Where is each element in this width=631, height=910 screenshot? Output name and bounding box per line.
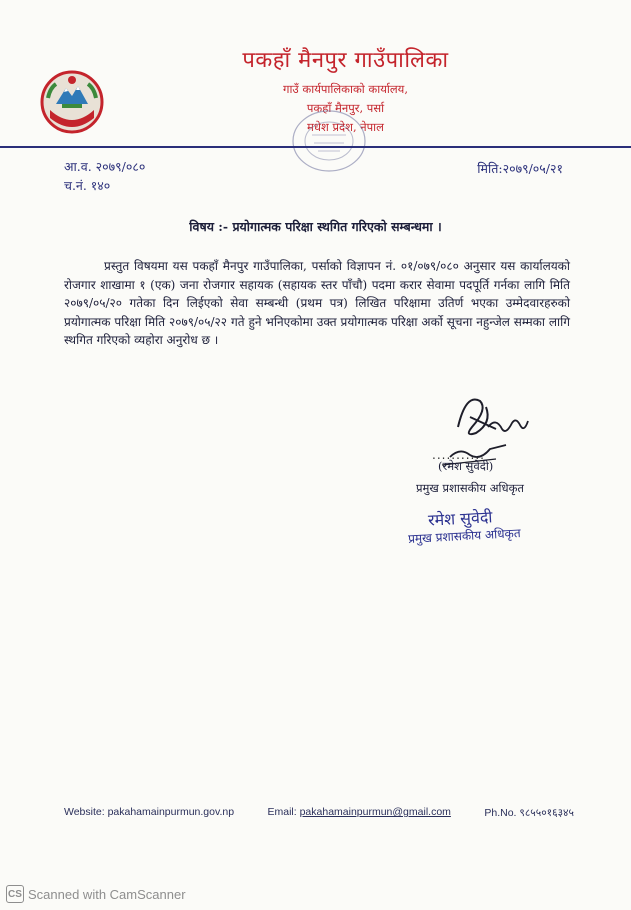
stamp-signer-name: रमेश सुवेदी bbox=[427, 507, 493, 530]
address-line-3: मधेश प्रदेश, नेपाल bbox=[307, 120, 384, 134]
signer-title: प्रमुख प्रशासकीय अधिकृत bbox=[416, 481, 524, 495]
header-divider bbox=[0, 146, 631, 148]
footer-email-group bbox=[268, 806, 451, 820]
address-line-1: गाउँ कार्यपालिकाको कार्यालय, bbox=[282, 82, 409, 96]
signer-name: (रमेश सुवेदी) bbox=[438, 459, 494, 473]
footer-email-label: Email: bbox=[267, 806, 300, 818]
office-title: पकहाँ मैनपुर गाउँपालिका bbox=[242, 48, 449, 73]
stamp-signer-title: प्रमुख प्रशासकीय अधिकृत bbox=[407, 526, 521, 546]
footer-phone: Ph.No. ९८५५०१६३४५ bbox=[484, 807, 574, 819]
letter-footer bbox=[64, 806, 574, 820]
dispatch-number: च.नं. १४० bbox=[64, 178, 111, 193]
fiscal-year: आ.व. २०७९/०८० bbox=[64, 159, 146, 174]
office-seal-stamp-icon bbox=[288, 105, 370, 177]
scanner-text: Scanned with CamScanner bbox=[28, 886, 186, 902]
scanner-watermark bbox=[6, 885, 186, 903]
letter-subject: विषय :- प्रयोगात्मक परिक्षा स्थगित गरिएको सम्बन्धमा । bbox=[189, 219, 442, 234]
footer-website: Website: pakahamainpurmun.gov.np bbox=[64, 806, 235, 818]
signature-line: ........... bbox=[432, 448, 485, 462]
address-line-2: पकहाँ मैनपुर, पर्सा bbox=[306, 101, 385, 115]
footer-email-link[interactable]: pakahamainpurmun@gmail.com bbox=[299, 806, 451, 818]
letter-body: प्रस्तुत विषयमा यस पकहाँ मैनपुर गाउँपालिका, पर्साको विज्ञापन नं. ०१/०७९/०८० अनुसार यस कार्यालयको रोजगार शाखामा १ (एक) जना रोजगार सहायक (सहायक स्तर पाँचौ) पदमा करार सेवामा पदपूर्ति गर्नका लागि मिति २०७९/०५/२० गतेका दिन लिईएको सेवा सम्बन्धी (प्रथम पत्र) लिखित परिक्षामा उतिर्ण भएका उम्मेदवारहरुको प्रयोगात्मक परिक्षा मिति २०७९/०५/२२ गते हुने भनिएकोमा उक्त प्रयोगात्मक परिक्षा अर्को सूचना नहुन्जेल सम्मका लागि स्थगित गरिएको व्यहोरा अनुरोध छ । bbox=[64, 259, 570, 347]
camscanner-logo-icon: CS bbox=[6, 885, 24, 903]
letter-date: मिति:२०७९/०५/२१ bbox=[477, 161, 563, 176]
